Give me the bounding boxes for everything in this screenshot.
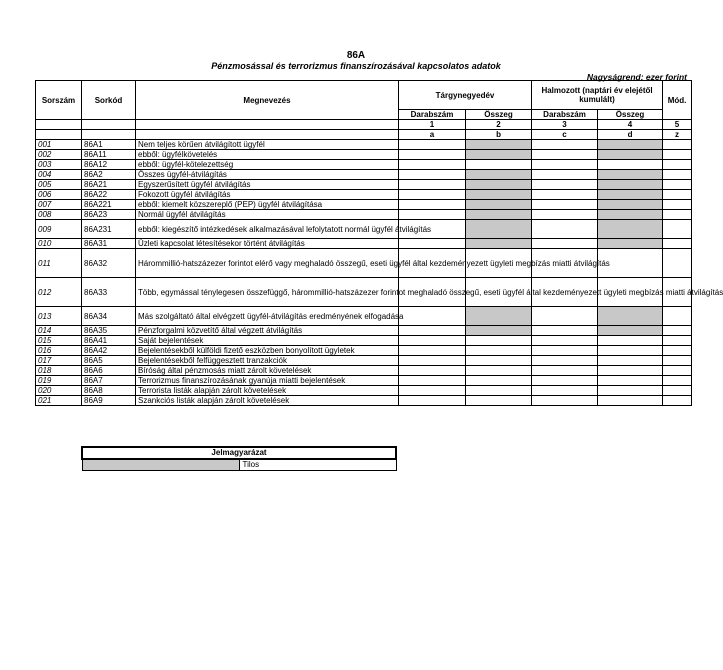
row-sorszam: 001 xyxy=(36,140,82,150)
cell-darabszam-q[interactable] xyxy=(399,160,466,170)
cell-mod[interactable] xyxy=(663,190,692,200)
row-sorszam: 014 xyxy=(36,326,82,336)
cell-mod[interactable] xyxy=(663,200,692,210)
cell-osszeg-q-forbidden xyxy=(466,210,532,220)
row-sorszam: 012 xyxy=(36,278,82,307)
row-sorkod: 86A21 xyxy=(82,180,136,190)
cell-darabszam-cum[interactable] xyxy=(532,160,598,170)
table-row xyxy=(36,239,692,249)
cell-osszeg-q[interactable] xyxy=(466,336,532,346)
cell-mod[interactable] xyxy=(663,376,692,386)
cell-darabszam-q[interactable] xyxy=(399,366,466,376)
col-header-halmozott: Halmozott (naptári év elejétől kumulált) xyxy=(532,81,663,110)
cell-darabszam-cum[interactable] xyxy=(532,180,598,190)
table-row xyxy=(36,140,692,150)
cell-osszeg-cum-forbidden xyxy=(598,180,663,190)
table-row xyxy=(36,150,692,160)
cell-darabszam-cum[interactable] xyxy=(532,307,598,326)
form-code: 86A xyxy=(346,50,366,61)
row-megnevezes: Összes ügyfél-átvilágítás xyxy=(136,170,399,180)
cell-darabszam-cum[interactable] xyxy=(532,336,598,346)
cell-osszeg-cum-forbidden xyxy=(598,170,663,180)
row-megnevezes: Más szolgáltató által elvégzett ügyfél-átvilágítás eredményének elfogadása xyxy=(136,307,399,326)
row-sorszam: 013 xyxy=(36,307,82,326)
cell-osszeg-cum[interactable] xyxy=(598,160,663,170)
row-sorszam: 018 xyxy=(36,366,82,376)
cell-osszeg-cum[interactable] xyxy=(598,346,663,356)
row-sorszam: 005 xyxy=(36,180,82,190)
row-sorkod: 86A31 xyxy=(82,239,136,249)
table-row xyxy=(36,307,692,326)
row-sorkod: 86A23 xyxy=(82,210,136,220)
cell-osszeg-q[interactable] xyxy=(466,356,532,366)
table-row xyxy=(36,170,692,180)
table-row xyxy=(36,160,692,170)
col-letter: a xyxy=(399,130,466,140)
cell-osszeg-q-forbidden xyxy=(466,150,532,160)
cell-darabszam-q[interactable] xyxy=(399,200,466,210)
table-row xyxy=(36,249,692,278)
row-sorkod: 86A11 xyxy=(82,150,136,160)
row-sorszam: 019 xyxy=(36,376,82,386)
row-sorkod: 86A22 xyxy=(82,190,136,200)
col-header-darabszam-1: Darabszám xyxy=(399,110,466,120)
col-number: 5 xyxy=(663,120,692,130)
row-sorszam: 011 xyxy=(36,249,82,278)
table-row xyxy=(36,278,692,307)
cell-darabszam-cum[interactable] xyxy=(532,396,598,406)
cell-darabszam-q[interactable] xyxy=(399,356,466,366)
cell-osszeg-cum[interactable] xyxy=(598,376,663,386)
cell-darabszam-cum[interactable] xyxy=(532,239,598,249)
cell-darabszam-cum[interactable] xyxy=(532,356,598,366)
col-header-sorkod: Sorkód xyxy=(82,81,136,120)
col-header-darabszam-2: Darabszám xyxy=(532,110,598,120)
cell-darabszam-q[interactable] xyxy=(399,326,466,336)
cell-osszeg-cum-forbidden xyxy=(598,200,663,210)
cell-osszeg-cum[interactable] xyxy=(598,396,663,406)
row-sorkod: 86A42 xyxy=(82,346,136,356)
row-sorkod: 86A1 xyxy=(82,140,136,150)
cell-osszeg-cum-forbidden xyxy=(598,239,663,249)
row-sorszam: 017 xyxy=(36,356,82,366)
cell-mod[interactable] xyxy=(663,396,692,406)
row-megnevezes: ebből: ügyfél-kötelezettség xyxy=(136,160,399,170)
cell-mod[interactable] xyxy=(663,160,692,170)
row-megnevezes: ebből: ügyfélkövetelés xyxy=(136,150,399,160)
cell-darabszam-q[interactable] xyxy=(399,396,466,406)
col-header-mod: Mód. xyxy=(663,81,692,120)
row-megnevezes: Egyszerűsített ügyfél átvilágítás xyxy=(136,180,399,190)
row-sorszam: 002 xyxy=(36,150,82,160)
row-megnevezes: ebből: kiegészítő intézkedések alkalmazásával lefolytatott normál ügyfél átvilágítás xyxy=(136,220,399,239)
row-megnevezes: Terrorizmus finanszírozásának gyanúja miatti bejelentések xyxy=(136,376,399,386)
col-header-sorszam: Sorszám xyxy=(36,81,82,120)
cell-osszeg-cum[interactable] xyxy=(598,356,663,366)
cell-mod[interactable] xyxy=(663,356,692,366)
row-megnevezes: Szankciós listák alapján zárolt követelések xyxy=(136,396,399,406)
cell-osszeg-q-forbidden xyxy=(466,190,532,200)
row-megnevezes: Pénzforgalmi közvetítő által végzett átvilágítás xyxy=(136,326,399,336)
cell-darabszam-cum[interactable] xyxy=(532,140,598,150)
cell-darabszam-q[interactable] xyxy=(399,336,466,346)
row-sorszam: 004 xyxy=(36,170,82,180)
cell-mod[interactable] xyxy=(663,366,692,376)
cell-darabszam-cum[interactable] xyxy=(532,366,598,376)
row-sorkod: 86A33 xyxy=(82,278,136,307)
table-row xyxy=(36,376,692,386)
cell-darabszam-q[interactable] xyxy=(399,386,466,396)
cell-darabszam-q[interactable] xyxy=(399,140,466,150)
row-sorkod: 86A231 xyxy=(82,220,136,239)
row-megnevezes: Bejelentésekből külföldi fizető eszközben bonyolított ügyletek xyxy=(136,346,399,356)
col-letter: c xyxy=(532,130,598,140)
cell-darabszam-cum[interactable] xyxy=(532,190,598,200)
col-number: 4 xyxy=(598,120,663,130)
cell-darabszam-q[interactable] xyxy=(399,190,466,200)
col-header-megnevezes: Megnevezés xyxy=(136,81,399,120)
cell-osszeg-q-forbidden xyxy=(466,140,532,150)
row-megnevezes: ebből: kiemelt közszereplő (PEP) ügyfél átvilágítása xyxy=(136,200,399,210)
cell-osszeg-q-forbidden xyxy=(466,326,532,336)
cell-osszeg-q[interactable] xyxy=(466,376,532,386)
cell-darabszam-cum[interactable] xyxy=(532,220,598,239)
form-title: Pénzmosással és terrorizmus finanszírozásával kapcsolatos adatok xyxy=(211,61,501,71)
row-sorszam: 016 xyxy=(36,346,82,356)
row-sorkod: 86A6 xyxy=(82,366,136,376)
cell-darabszam-cum[interactable] xyxy=(532,170,598,180)
legend-item: Tilos xyxy=(239,459,396,471)
table-row xyxy=(36,190,692,200)
row-sorszam: 010 xyxy=(36,239,82,249)
table-row xyxy=(36,210,692,220)
cell-osszeg-cum[interactable] xyxy=(598,366,663,376)
row-sorkod: 86A41 xyxy=(82,336,136,346)
row-sorszam: 007 xyxy=(36,200,82,210)
cell-osszeg-q[interactable] xyxy=(466,386,532,396)
cell-darabszam-q[interactable] xyxy=(399,170,466,180)
col-letter: d xyxy=(598,130,663,140)
cell-mod[interactable] xyxy=(663,210,692,220)
cell-darabszam-q[interactable] xyxy=(399,376,466,386)
row-megnevezes: Több, egymással ténylegesen összefüggő, hárommillió-hatszázezer forintot meghaladó összegű, eseti ügyfél által kezdeményezett ügyleti megbízás miatti átvilágítás xyxy=(136,278,399,307)
table-row xyxy=(36,386,692,396)
cell-osszeg-cum-forbidden xyxy=(598,150,663,160)
cell-osszeg-q[interactable] xyxy=(466,396,532,406)
cell-mod[interactable] xyxy=(663,336,692,346)
cell-darabszam-q[interactable] xyxy=(399,150,466,160)
cell-osszeg-q-forbidden xyxy=(466,239,532,249)
table-row xyxy=(36,200,692,210)
cell-osszeg-cum-forbidden xyxy=(598,140,663,150)
cell-mod[interactable] xyxy=(663,386,692,396)
row-sorkod: 86A9 xyxy=(82,396,136,406)
cell-mod[interactable] xyxy=(663,150,692,160)
cell-mod[interactable] xyxy=(663,140,692,150)
row-megnevezes: Bejelentésekből felfüggesztett tranzakciók xyxy=(136,356,399,366)
table-row xyxy=(36,180,692,190)
col-letter: b xyxy=(466,130,532,140)
cell-darabszam-cum[interactable] xyxy=(532,346,598,356)
legend-title: Jelmagyarázat xyxy=(82,447,396,459)
cell-darabszam-q[interactable] xyxy=(399,346,466,356)
cell-darabszam-cum[interactable] xyxy=(532,150,598,160)
row-sorkod: 86A5 xyxy=(82,356,136,366)
cell-osszeg-q[interactable] xyxy=(466,160,532,170)
col-number: 2 xyxy=(466,120,532,130)
cell-osszeg-cum[interactable] xyxy=(598,386,663,396)
cell-darabszam-q[interactable] xyxy=(399,307,466,326)
cell-osszeg-q-forbidden xyxy=(466,180,532,190)
row-megnevezes: Normál ügyfél átvilágítás xyxy=(136,210,399,220)
row-megnevezes: Terrorista listák alapján zárolt követelések xyxy=(136,386,399,396)
cell-osszeg-cum-forbidden xyxy=(598,190,663,200)
row-sorkod: 86A7 xyxy=(82,376,136,386)
table-row xyxy=(36,220,692,239)
row-megnevezes: Saját bejelentések xyxy=(136,336,399,346)
table-row xyxy=(36,346,692,356)
table-body xyxy=(36,140,723,406)
row-sorszam: 008 xyxy=(36,210,82,220)
col-letter: z xyxy=(663,130,692,140)
row-sorkod: 86A8 xyxy=(82,386,136,396)
cell-mod[interactable] xyxy=(663,180,692,190)
cell-osszeg-cum-forbidden xyxy=(598,326,663,336)
cell-osszeg-cum[interactable] xyxy=(598,336,663,346)
cell-mod[interactable] xyxy=(663,249,692,278)
cell-darabszam-q[interactable] xyxy=(399,239,466,249)
table-row xyxy=(36,356,692,366)
row-sorszam: 020 xyxy=(36,386,82,396)
row-sorkod: 86A34 xyxy=(82,307,136,326)
cell-mod[interactable] xyxy=(663,239,692,249)
row-sorszam: 015 xyxy=(36,336,82,346)
col-header-osszeg-1: Összeg xyxy=(466,110,532,120)
data-table xyxy=(35,80,723,406)
row-sorkod: 86A2 xyxy=(82,170,136,180)
row-megnevezes: Nem teljes körűen átvilágított ügyfél xyxy=(136,140,399,150)
row-sorkod: 86A12 xyxy=(82,160,136,170)
cell-mod[interactable] xyxy=(663,170,692,180)
cell-darabszam-cum[interactable] xyxy=(532,200,598,210)
cell-osszeg-q[interactable] xyxy=(466,346,532,356)
cell-darabszam-q[interactable] xyxy=(399,180,466,190)
table-row xyxy=(36,336,692,346)
row-sorkod: 86A221 xyxy=(82,200,136,210)
cell-osszeg-q-forbidden xyxy=(466,307,532,326)
row-megnevezes: Üzleti kapcsolat létesítésekor történt átvilágítás xyxy=(136,239,399,249)
row-sorkod: 86A32 xyxy=(82,249,136,278)
row-sorszam: 009 xyxy=(36,220,82,239)
row-sorkod: 86A35 xyxy=(82,326,136,336)
row-megnevezes: Hárommillió-hatszázezer forintot elérő vagy meghaladó összegű, eseti ügyfél által kezdeményezett ügyleti megbízás miatti átvilágítás xyxy=(136,249,399,278)
cell-osszeg-cum-forbidden xyxy=(598,210,663,220)
col-number: 1 xyxy=(399,120,466,130)
cell-darabszam-cum[interactable] xyxy=(532,376,598,386)
cell-darabszam-q[interactable] xyxy=(399,210,466,220)
cell-osszeg-q-forbidden xyxy=(466,200,532,210)
col-header-osszeg-2: Összeg xyxy=(598,110,663,120)
cell-darabszam-cum[interactable] xyxy=(532,386,598,396)
col-header-targynegyedev: Tárgynegyedév xyxy=(399,81,532,110)
legend-swatch xyxy=(82,459,239,471)
row-sorszam: 021 xyxy=(36,396,82,406)
cell-mod[interactable] xyxy=(663,220,692,239)
row-megnevezes: Bíróság által pénzmosás miatt zárolt követelések xyxy=(136,366,399,376)
col-number: 3 xyxy=(532,120,598,130)
cell-osszeg-q[interactable] xyxy=(466,366,532,376)
row-megnevezes: Fokozott ügyfél átvilágítás xyxy=(136,190,399,200)
cell-osszeg-q-forbidden xyxy=(466,220,532,239)
cell-darabszam-cum[interactable] xyxy=(532,210,598,220)
row-sorszam: 003 xyxy=(36,160,82,170)
cell-osszeg-cum-forbidden xyxy=(598,307,663,326)
table-row xyxy=(36,326,692,336)
cell-osszeg-cum-forbidden xyxy=(598,220,663,239)
cell-mod[interactable] xyxy=(663,346,692,356)
row-sorszam: 006 xyxy=(36,190,82,200)
legend xyxy=(81,446,397,471)
unit-label: Nagyságrend: ezer forint xyxy=(586,72,687,82)
table-row xyxy=(36,396,692,406)
cell-mod[interactable] xyxy=(663,326,692,336)
cell-darabszam-cum[interactable] xyxy=(532,326,598,336)
table-row xyxy=(36,366,692,376)
cell-mod[interactable] xyxy=(663,307,692,326)
cell-osszeg-q-forbidden xyxy=(466,170,532,180)
